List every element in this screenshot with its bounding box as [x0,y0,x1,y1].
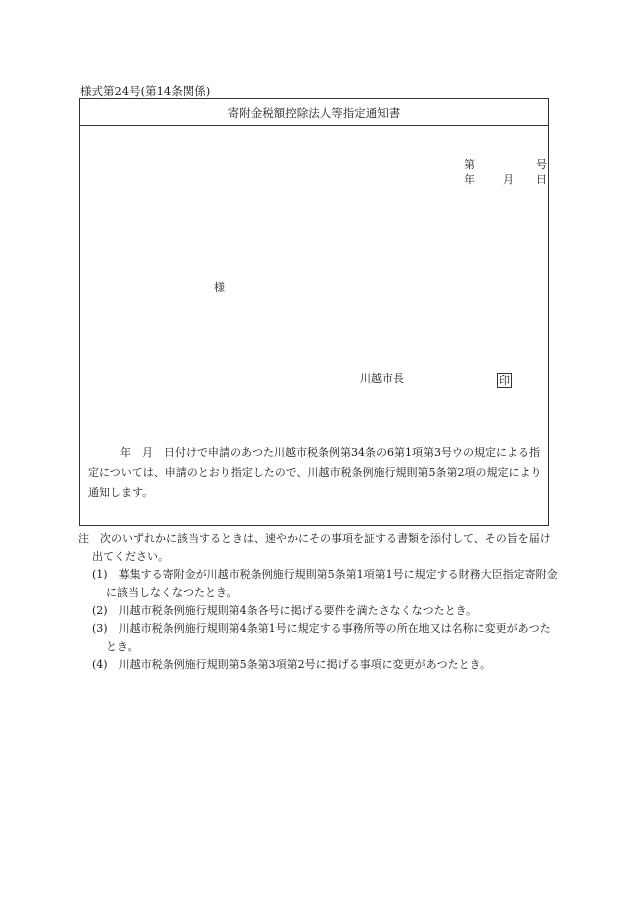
date-year: 年 [464,173,475,186]
number-suffix: 号 [536,158,547,171]
notice-frame [79,98,549,526]
note-text: 川越市税条例施行規則第4条各号に掲げる要件を満たさなくなつたとき。 [118,604,478,617]
note-number: (4) [92,658,108,671]
note-item-1 [92,566,558,602]
body-text: 年 月 日付けで申請のあつた川越市税条例第34条の6第1項第3号ウの規定による指定については、申請のとおり指定したので、川越市税条例施行規則第5条第2項の規定により通知します。 [88,446,542,499]
issuer-title: 川越市長 [360,372,404,385]
addressee-suffix: 様 [214,281,225,294]
note-number: (2) [92,604,108,617]
body-paragraph [88,443,543,503]
note-number: (3) [92,622,108,635]
number-prefix: 第 [464,158,475,171]
seal-mark [497,369,512,388]
note-item-2 [92,602,558,620]
note-text: 川越市税条例施行規則第4条第1号に規定する事務所等の所在地又は名称に変更があつたとき。 [106,622,551,653]
document-title: 寄附金税額控除法人等指定通知書 [227,106,401,120]
form-number-label: 様式第24号(第14条関係) [80,84,211,98]
note-text: 募集する寄附金が川越市税条例施行規則第5条第1項第1号に規定する財務大臣指定寄附金に該当しなくなつたとき。 [106,568,558,599]
notes-section [78,530,558,674]
note-text: 川越市税条例施行規則第5条第3項第2号に掲げる事項に変更があつたとき。 [118,658,492,671]
notes-head: 注 次のいずれかに該当するときは、速やかにその事項を証する書類を添付して、その旨を届け出てください。 [78,532,551,563]
note-number: (1) [92,568,108,581]
note-item-3 [92,620,558,656]
date-month: 月 [503,173,514,186]
title-row [80,99,548,126]
seal-text: 印 [499,374,510,387]
note-item-4 [92,656,558,674]
date-day: 日 [536,173,547,186]
